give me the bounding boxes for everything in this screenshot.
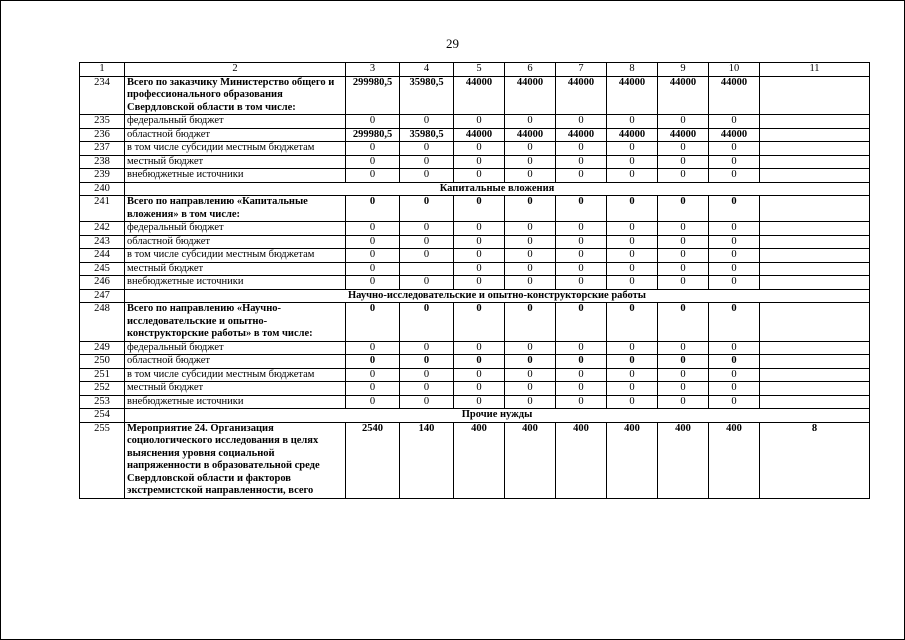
value-cell: 0 (400, 142, 454, 156)
row-label: внебюджетные источники (125, 395, 346, 409)
value-cell: 0 (505, 115, 556, 129)
value-cell: 0 (505, 155, 556, 169)
value-cell: 299980,5 (346, 128, 400, 142)
value-cell: 0 (607, 142, 658, 156)
row-label: федеральный бюджет (125, 222, 346, 236)
value-cell: 0 (505, 276, 556, 290)
row-number: 237 (80, 142, 125, 156)
value-cell: 0 (505, 142, 556, 156)
row-label: Всего по направлению «Капитальные вложения» в том числе: (125, 196, 346, 222)
value-cell: 0 (505, 222, 556, 236)
table-row (80, 169, 870, 183)
value-cell: 0 (709, 169, 760, 183)
note-cell (760, 341, 870, 355)
value-cell: 0 (556, 303, 607, 342)
row-number: 234 (80, 76, 125, 115)
value-cell: 0 (346, 249, 400, 263)
value-cell: 0 (400, 249, 454, 263)
table-row (80, 196, 870, 222)
table-row (80, 276, 870, 290)
value-cell: 0 (454, 262, 505, 276)
value-cell: 0 (556, 262, 607, 276)
section-title: Прочие нужды (125, 409, 870, 423)
row-label: областной бюджет (125, 128, 346, 142)
value-cell: 0 (709, 262, 760, 276)
column-header: 4 (400, 63, 454, 77)
value-cell: 0 (607, 196, 658, 222)
table-row (80, 222, 870, 236)
row-number: 236 (80, 128, 125, 142)
column-header: 11 (760, 63, 870, 77)
value-cell: 0 (709, 276, 760, 290)
value-cell: 0 (709, 355, 760, 369)
row-label: в том числе субсидии местным бюджетам (125, 249, 346, 263)
value-cell: 0 (658, 341, 709, 355)
value-cell: 0 (454, 115, 505, 129)
row-number: 242 (80, 222, 125, 236)
value-cell: 0 (400, 382, 454, 396)
value-cell: 0 (607, 276, 658, 290)
row-number: 246 (80, 276, 125, 290)
value-cell: 0 (454, 395, 505, 409)
row-label: внебюджетные источники (125, 169, 346, 183)
value-cell: 0 (709, 196, 760, 222)
value-cell: 0 (658, 249, 709, 263)
column-header: 7 (556, 63, 607, 77)
row-number: 255 (80, 422, 125, 498)
row-number: 252 (80, 382, 125, 396)
table-row (80, 382, 870, 396)
value-cell: 0 (556, 142, 607, 156)
table-row (80, 395, 870, 409)
row-label: федеральный бюджет (125, 115, 346, 129)
column-header: 1 (80, 63, 125, 77)
section-row (80, 182, 870, 196)
value-cell: 44000 (454, 128, 505, 142)
value-cell: 0 (556, 235, 607, 249)
row-number: 243 (80, 235, 125, 249)
value-cell: 0 (709, 142, 760, 156)
row-label: в том числе субсидии местным бюджетам (125, 142, 346, 156)
value-cell: 0 (556, 395, 607, 409)
value-cell: 0 (658, 262, 709, 276)
table-row (80, 262, 870, 276)
section-title: Научно-исследовательские и опытно-конструкторские работы (125, 289, 870, 303)
value-cell: 0 (400, 395, 454, 409)
value-cell: 0 (454, 155, 505, 169)
table-row (80, 76, 870, 115)
value-cell: 0 (658, 303, 709, 342)
value-cell: 0 (505, 355, 556, 369)
value-cell: 0 (400, 196, 454, 222)
note-cell (760, 262, 870, 276)
row-label: Мероприятие 24. Организация социологического исследования в целях выяснения уровня социальной напряженности в образовательной среде Свердловской области и факторов экстремистской направленности, всего (125, 422, 346, 498)
value-cell: 0 (556, 249, 607, 263)
value-cell: 0 (454, 235, 505, 249)
value-cell: 0 (400, 222, 454, 236)
value-cell: 0 (454, 276, 505, 290)
note-cell (760, 235, 870, 249)
column-header: 10 (709, 63, 760, 77)
value-cell: 0 (400, 355, 454, 369)
value-cell: 0 (658, 142, 709, 156)
value-cell: 0 (658, 155, 709, 169)
value-cell: 44000 (709, 76, 760, 115)
value-cell: 44000 (658, 128, 709, 142)
value-cell: 0 (709, 115, 760, 129)
table-row (80, 155, 870, 169)
table-row (80, 355, 870, 369)
page-number: 29 (446, 36, 459, 51)
value-cell: 0 (505, 249, 556, 263)
column-header: 3 (346, 63, 400, 77)
value-cell: 0 (400, 341, 454, 355)
value-cell: 0 (505, 341, 556, 355)
value-cell: 0 (607, 115, 658, 129)
value-cell: 44000 (607, 76, 658, 115)
row-number: 241 (80, 196, 125, 222)
value-cell: 0 (709, 303, 760, 342)
table-row (80, 303, 870, 342)
column-header: 9 (658, 63, 709, 77)
value-cell: 400 (454, 422, 505, 498)
row-label: областной бюджет (125, 235, 346, 249)
value-cell: 0 (346, 395, 400, 409)
row-number: 249 (80, 341, 125, 355)
value-cell: 400 (658, 422, 709, 498)
value-cell: 44000 (505, 76, 556, 115)
row-number: 245 (80, 262, 125, 276)
value-cell: 0 (658, 368, 709, 382)
value-cell: 0 (658, 355, 709, 369)
table-row (80, 422, 870, 498)
value-cell: 0 (658, 235, 709, 249)
value-cell: 44000 (709, 128, 760, 142)
value-cell: 0 (556, 222, 607, 236)
row-number: 248 (80, 303, 125, 342)
value-cell: 44000 (658, 76, 709, 115)
value-cell: 0 (658, 276, 709, 290)
value-cell: 0 (346, 196, 400, 222)
value-cell: 0 (709, 341, 760, 355)
row-label: местный бюджет (125, 382, 346, 396)
column-header: 6 (505, 63, 556, 77)
note-cell (760, 303, 870, 342)
budget-table (79, 62, 870, 499)
row-number: 253 (80, 395, 125, 409)
value-cell: 0 (346, 303, 400, 342)
value-cell: 0 (607, 341, 658, 355)
row-label: областной бюджет (125, 355, 346, 369)
table-row (80, 115, 870, 129)
value-cell: 0 (505, 303, 556, 342)
value-cell: 0 (607, 382, 658, 396)
value-cell: 0 (556, 115, 607, 129)
value-cell: 0 (505, 382, 556, 396)
value-cell: 0 (607, 262, 658, 276)
value-cell: 0 (454, 196, 505, 222)
table-row (80, 249, 870, 263)
note-cell (760, 142, 870, 156)
value-cell: 0 (709, 395, 760, 409)
row-label: в том числе субсидии местным бюджетам (125, 368, 346, 382)
note-cell (760, 382, 870, 396)
value-cell: 0 (346, 142, 400, 156)
note-cell (760, 76, 870, 115)
value-cell: 0 (658, 196, 709, 222)
row-label: федеральный бюджет (125, 341, 346, 355)
value-cell: 44000 (556, 76, 607, 115)
value-cell: 0 (346, 115, 400, 129)
value-cell: 0 (346, 382, 400, 396)
note-cell (760, 115, 870, 129)
value-cell: 0 (346, 368, 400, 382)
value-cell (400, 262, 454, 276)
value-cell: 0 (454, 142, 505, 156)
value-cell: 0 (607, 222, 658, 236)
column-header: 8 (607, 63, 658, 77)
row-number: 250 (80, 355, 125, 369)
note-cell (760, 169, 870, 183)
value-cell: 0 (709, 155, 760, 169)
row-label: внебюджетные источники (125, 276, 346, 290)
table-row (80, 128, 870, 142)
value-cell: 0 (556, 355, 607, 369)
value-cell: 0 (346, 155, 400, 169)
value-cell: 0 (454, 341, 505, 355)
row-label: Всего по заказчику Министерство общего и профессионального образования Свердловской области в том числе: (125, 76, 346, 115)
value-cell: 400 (607, 422, 658, 498)
value-cell: 0 (556, 155, 607, 169)
value-cell: 0 (400, 368, 454, 382)
row-number: 240 (80, 182, 125, 196)
section-row (80, 409, 870, 423)
table-row (80, 341, 870, 355)
value-cell: 0 (607, 303, 658, 342)
value-cell: 0 (709, 368, 760, 382)
row-number: 244 (80, 249, 125, 263)
value-cell: 0 (346, 355, 400, 369)
value-cell: 0 (658, 222, 709, 236)
section-title: Капитальные вложения (125, 182, 870, 196)
value-cell: 0 (556, 276, 607, 290)
value-cell: 400 (505, 422, 556, 498)
note-cell (760, 276, 870, 290)
value-cell: 0 (607, 249, 658, 263)
row-number: 251 (80, 368, 125, 382)
value-cell: 44000 (505, 128, 556, 142)
value-cell: 0 (346, 262, 400, 276)
value-cell: 0 (658, 382, 709, 396)
value-cell: 0 (709, 235, 760, 249)
value-cell: 0 (454, 249, 505, 263)
value-cell: 0 (505, 262, 556, 276)
value-cell: 400 (709, 422, 760, 498)
value-cell: 0 (709, 222, 760, 236)
value-cell: 0 (454, 303, 505, 342)
value-cell: 0 (607, 169, 658, 183)
value-cell: 0 (346, 222, 400, 236)
value-cell: 0 (454, 368, 505, 382)
value-cell: 0 (505, 196, 556, 222)
note-cell (760, 155, 870, 169)
note-cell: 8 (760, 422, 870, 498)
value-cell: 299980,5 (346, 76, 400, 115)
value-cell: 0 (607, 395, 658, 409)
value-cell: 0 (400, 169, 454, 183)
value-cell: 0 (505, 368, 556, 382)
value-cell: 0 (556, 341, 607, 355)
row-number: 239 (80, 169, 125, 183)
row-label: местный бюджет (125, 262, 346, 276)
value-cell: 0 (454, 355, 505, 369)
table-header-row (80, 63, 870, 77)
value-cell: 35980,5 (400, 76, 454, 115)
value-cell: 0 (400, 235, 454, 249)
table-row (80, 368, 870, 382)
value-cell: 0 (454, 169, 505, 183)
note-cell (760, 368, 870, 382)
row-label: местный бюджет (125, 155, 346, 169)
value-cell: 400 (556, 422, 607, 498)
value-cell: 0 (607, 355, 658, 369)
value-cell: 0 (346, 276, 400, 290)
value-cell: 0 (505, 169, 556, 183)
value-cell: 2540 (346, 422, 400, 498)
value-cell: 0 (400, 303, 454, 342)
value-cell: 0 (346, 169, 400, 183)
section-row (80, 289, 870, 303)
value-cell: 0 (556, 368, 607, 382)
note-cell (760, 222, 870, 236)
note-cell (760, 355, 870, 369)
value-cell: 0 (658, 115, 709, 129)
value-cell: 0 (658, 169, 709, 183)
note-cell (760, 196, 870, 222)
row-number: 247 (80, 289, 125, 303)
value-cell: 0 (556, 196, 607, 222)
value-cell: 0 (346, 341, 400, 355)
value-cell: 44000 (556, 128, 607, 142)
value-cell: 44000 (454, 76, 505, 115)
value-cell: 0 (400, 276, 454, 290)
value-cell: 0 (607, 368, 658, 382)
value-cell: 44000 (607, 128, 658, 142)
value-cell: 0 (709, 249, 760, 263)
table-row (80, 142, 870, 156)
note-cell (760, 395, 870, 409)
table-row (80, 235, 870, 249)
value-cell: 0 (454, 382, 505, 396)
value-cell: 0 (346, 235, 400, 249)
value-cell: 0 (709, 382, 760, 396)
row-number: 235 (80, 115, 125, 129)
value-cell: 0 (400, 115, 454, 129)
value-cell: 0 (505, 395, 556, 409)
note-cell (760, 128, 870, 142)
note-cell (760, 249, 870, 263)
value-cell: 0 (556, 169, 607, 183)
value-cell: 140 (400, 422, 454, 498)
value-cell: 0 (400, 155, 454, 169)
column-header: 5 (454, 63, 505, 77)
value-cell: 0 (505, 235, 556, 249)
value-cell: 0 (658, 395, 709, 409)
value-cell: 0 (454, 222, 505, 236)
column-header: 2 (125, 63, 346, 77)
value-cell: 35980,5 (400, 128, 454, 142)
row-number: 254 (80, 409, 125, 423)
value-cell: 0 (556, 382, 607, 396)
value-cell: 0 (607, 155, 658, 169)
row-number: 238 (80, 155, 125, 169)
row-label: Всего по направлению «Научно-исследовательские и опытно-конструкторские работы» в том числе: (125, 303, 346, 342)
value-cell: 0 (607, 235, 658, 249)
